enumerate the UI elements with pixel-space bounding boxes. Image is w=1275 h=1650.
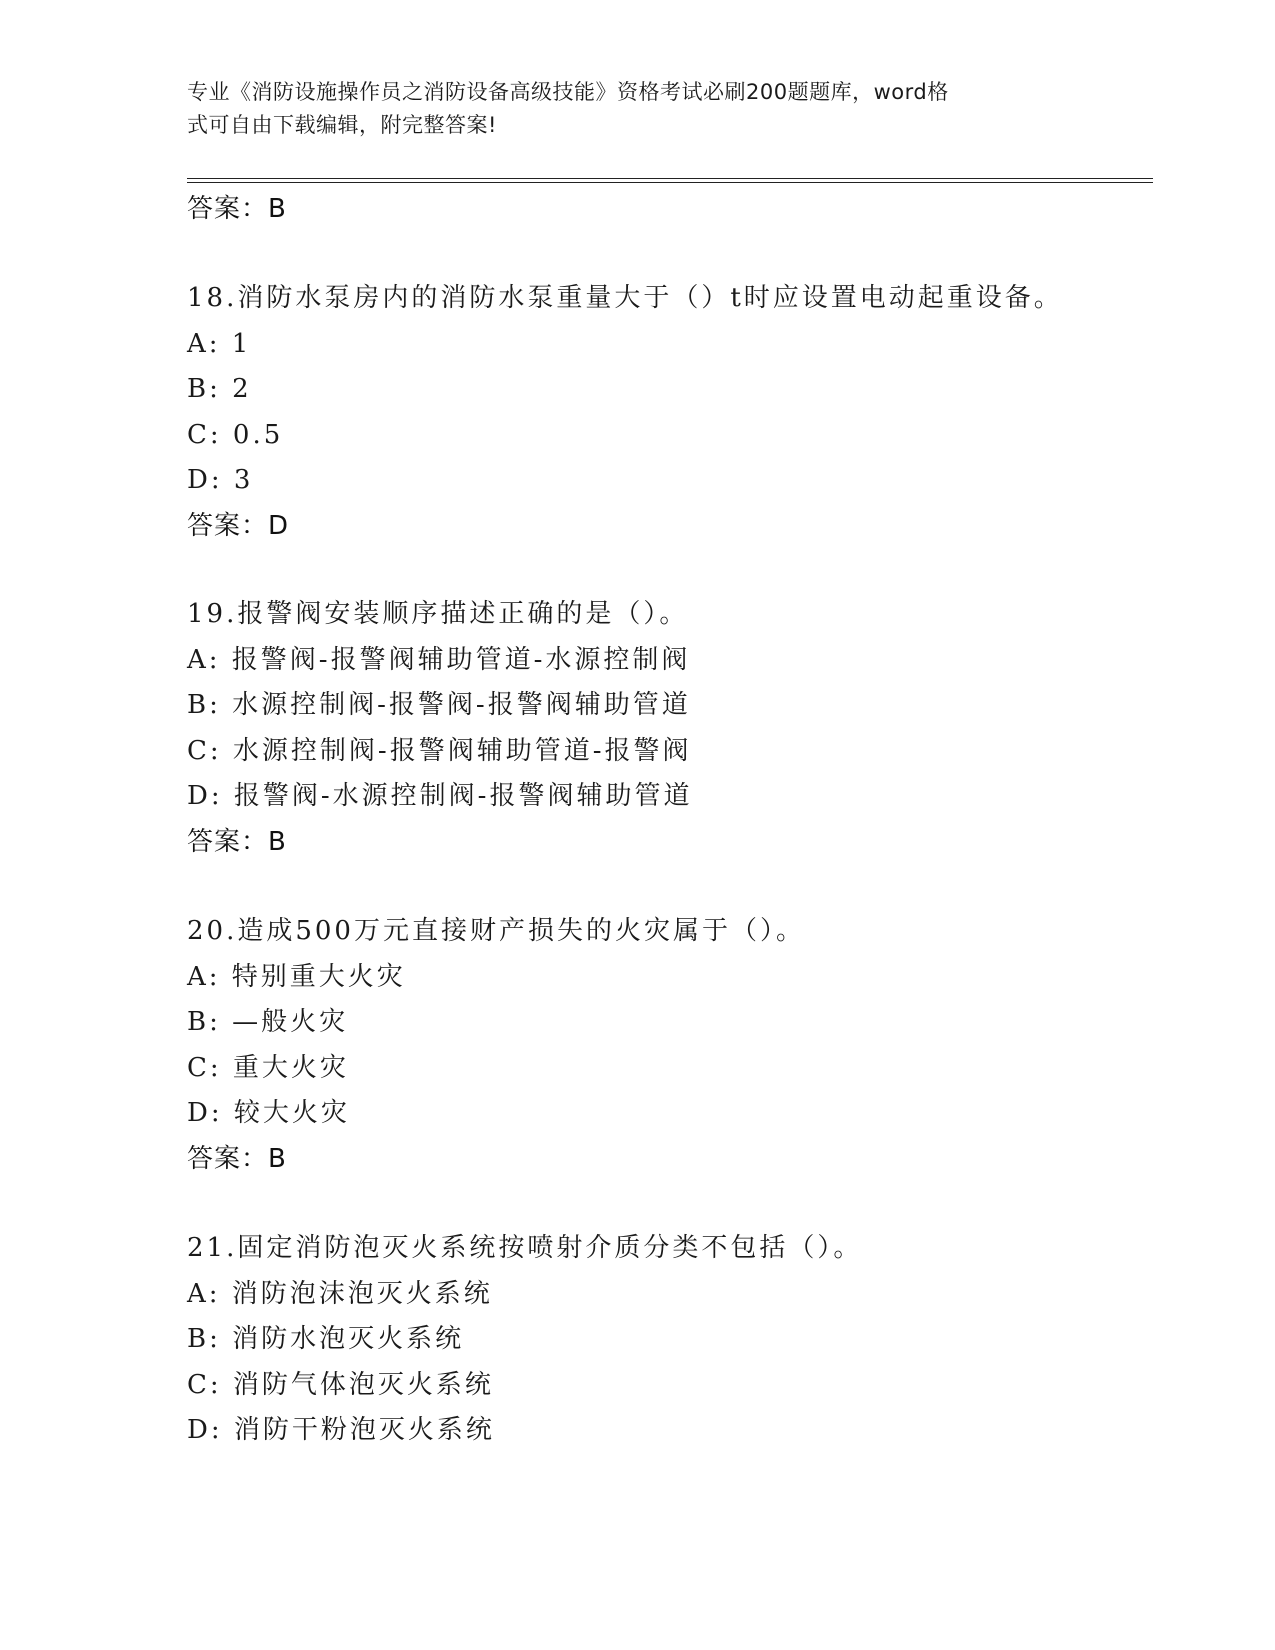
option-d: D: 报警阀-水源控制阀-报警阀辅助管道 bbox=[187, 781, 693, 811]
header-divider-top bbox=[187, 178, 1153, 179]
question-21 bbox=[187, 1226, 1153, 1454]
question-stem: 19.报警阀安装顺序描述正确的是（）。 bbox=[187, 599, 689, 629]
option-c: C: 消防气体泡灭火系统 bbox=[187, 1369, 494, 1400]
option-c: C: 0.5 bbox=[187, 419, 284, 450]
option-b: B: 2 bbox=[187, 374, 252, 404]
question-stem: 21.固定消防泡灭火系统按喷射介质分类不包括（）。 bbox=[187, 1233, 863, 1263]
option-c: C: 水源控制阀-报警阀辅助管道-报警阀 bbox=[187, 735, 692, 766]
option-a: A: 消防泡沫泡灭火系统 bbox=[187, 1278, 493, 1309]
question-answer: 答案：B bbox=[187, 1143, 287, 1174]
document-header bbox=[187, 76, 1067, 142]
option-d: D: 消防干粉泡灭火系统 bbox=[187, 1415, 495, 1445]
option-d: D: 3 bbox=[187, 465, 254, 495]
option-b: B: —般火灾 bbox=[187, 1007, 349, 1037]
option-d: D: 较大火灾 bbox=[187, 1098, 350, 1128]
question-answer: 答案：B bbox=[187, 826, 287, 857]
option-b: B: 水源控制阀-报警阀-报警阀辅助管道 bbox=[187, 690, 691, 720]
question-answer: 答案：D bbox=[187, 510, 290, 541]
option-a: A: 报警阀-报警阀辅助管道-水源控制阀 bbox=[187, 644, 691, 675]
previous-question-answer: 答案：B bbox=[187, 194, 287, 224]
question-20 bbox=[187, 909, 1153, 1182]
question-stem: 20.造成500万元直接财产损失的火灾属于（）。 bbox=[187, 916, 805, 946]
question-18 bbox=[187, 276, 1153, 549]
question-19 bbox=[187, 592, 1153, 865]
option-b: B: 消防水泡灭火系统 bbox=[187, 1324, 465, 1354]
header-divider-bottom bbox=[187, 182, 1153, 183]
header-line-1: 专业《消防设施操作员之消防设备高级技能》资格考试必刷200题题库，word格 bbox=[187, 80, 949, 104]
option-a: A: 1 bbox=[187, 328, 252, 359]
option-a: A: 特别重大火灾 bbox=[187, 961, 406, 992]
header-line-2: 式可自由下载编辑，附完整答案! bbox=[187, 113, 497, 137]
option-c: C: 重大火灾 bbox=[187, 1052, 349, 1083]
question-stem: 18.消防水泵房内的消防水泵重量大于（）t时应设置电动起重设备。 bbox=[187, 283, 1063, 313]
